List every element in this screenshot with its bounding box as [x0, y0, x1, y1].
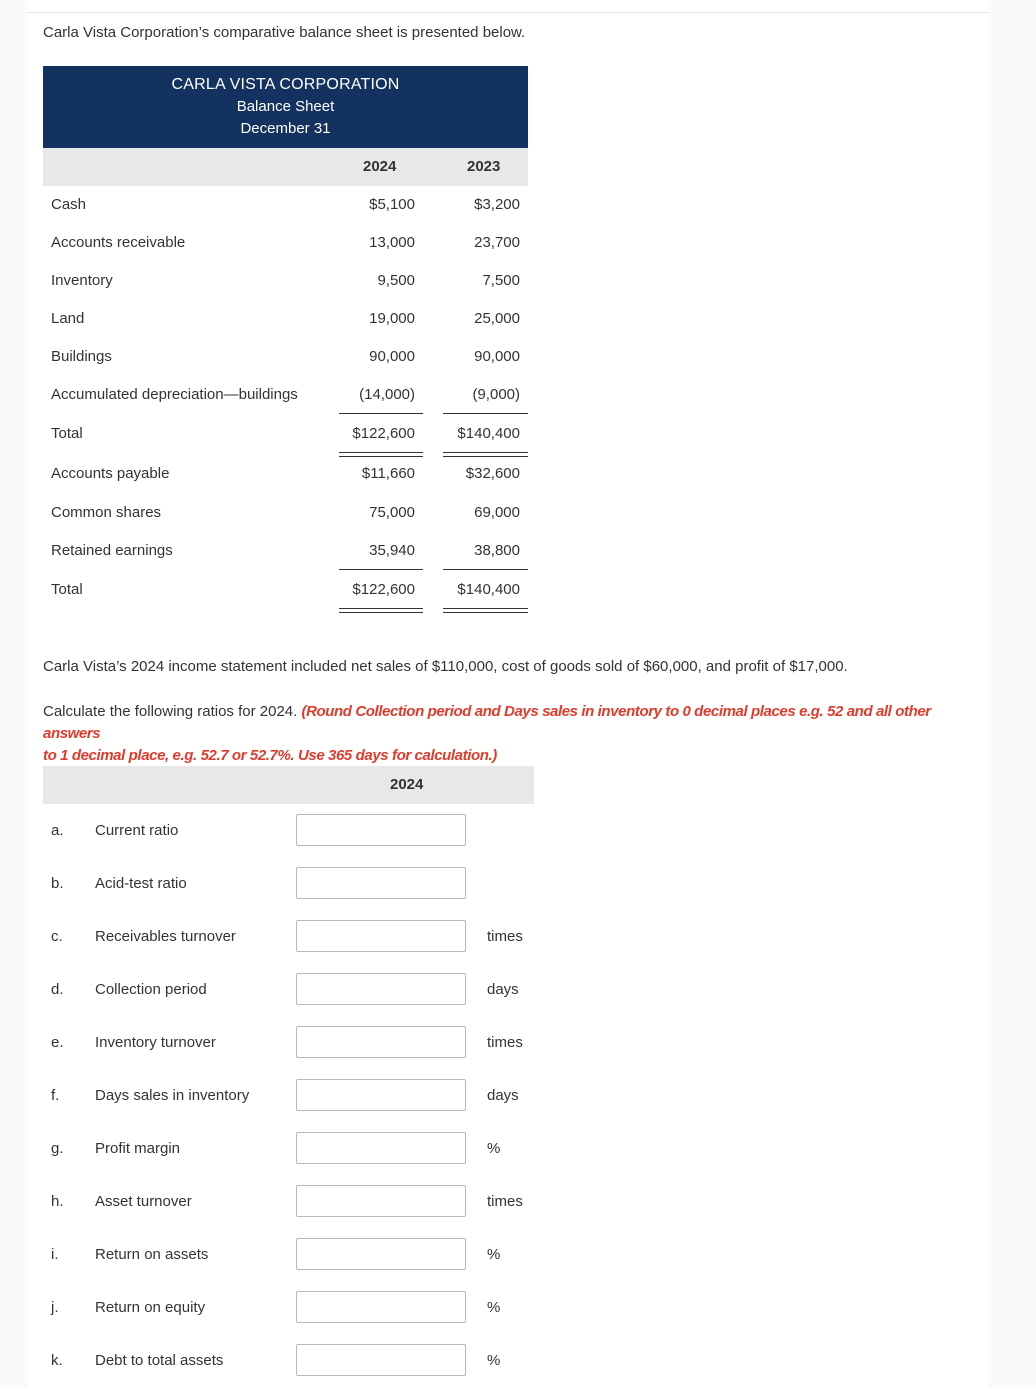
ratio-row-collection-period	[43, 973, 603, 1007]
row-label: Total	[51, 581, 83, 598]
page-margin-left	[0, 0, 28, 1388]
row-label: Common shares	[51, 504, 162, 521]
ratio-row-return-on-assets	[43, 1238, 603, 1272]
value-2024: $5,100	[369, 196, 415, 213]
value-2024: 90,000	[369, 348, 415, 365]
ratio-row-profit-margin	[43, 1132, 603, 1166]
ratio-row-days-sales-inventory	[43, 1079, 603, 1113]
value-2023: 7,500	[482, 272, 520, 289]
table-row	[43, 308, 528, 332]
balance-sheet-year-header	[43, 148, 528, 186]
ratio-name: Asset turnover	[95, 1193, 192, 1210]
unit-label: times	[487, 928, 523, 945]
statement-date: December 31	[240, 120, 331, 137]
instructions-text: Calculate the following ratios for 2024.	[43, 703, 302, 720]
page-margin-right	[988, 0, 1036, 1388]
item-letter: g.	[51, 1140, 64, 1157]
value-2024: 75,000	[369, 504, 415, 521]
year-2023-heading: 2023	[467, 158, 501, 175]
value-2023: $3,200	[474, 196, 520, 213]
row-label: Land	[51, 310, 85, 327]
statement-title: Balance Sheet	[236, 98, 335, 115]
value-2023: $140,400	[457, 425, 520, 442]
unit-label: %	[487, 1140, 501, 1157]
current-ratio-input[interactable]	[296, 814, 466, 846]
answer-year-heading: 2024	[390, 776, 424, 793]
total-double-underline	[443, 608, 528, 613]
item-letter: k.	[51, 1352, 63, 1369]
value-2023: 90,000	[474, 348, 520, 365]
rounding-instructions: (Round Collection period and Days sales in inventory to 0 decimal places e.g. 52 and all other answers	[43, 703, 931, 742]
value-2023: 23,700	[474, 234, 520, 251]
value-2023: 25,000	[474, 310, 520, 327]
instructions	[43, 701, 983, 767]
row-label: Retained earnings	[51, 542, 173, 559]
ratio-row-current-ratio	[43, 814, 603, 848]
rounding-instructions-cont: to 1 decimal place, e.g. 52.7 or 52.7%. Use 365 days for calculation.)	[43, 747, 497, 764]
year-2024-heading: 2024	[363, 158, 397, 175]
unit-label: %	[487, 1299, 501, 1316]
ratio-row-receivables-turnover	[43, 920, 603, 954]
item-letter: f.	[51, 1087, 60, 1104]
item-letter: b.	[51, 875, 64, 892]
acid-test-ratio-input[interactable]	[296, 867, 466, 899]
value-2023: (9,000)	[472, 386, 520, 403]
ratio-name: Inventory turnover	[95, 1034, 216, 1051]
profit-margin-input[interactable]	[296, 1132, 466, 1164]
asset-turnover-input[interactable]	[296, 1185, 466, 1217]
answer-year-header	[43, 766, 534, 804]
unit-label: %	[487, 1246, 501, 1263]
table-row	[43, 463, 528, 487]
ratio-name: Acid-test ratio	[95, 875, 187, 892]
value-2024: $11,660	[361, 465, 415, 482]
value-2024: 9,500	[377, 272, 415, 289]
ratio-row-acid-test	[43, 867, 603, 901]
table-row	[43, 346, 528, 370]
item-letter: j.	[51, 1299, 59, 1316]
ratio-name: Current ratio	[95, 822, 179, 839]
item-letter: a.	[51, 822, 64, 839]
value-2024: $122,600	[352, 425, 415, 442]
total-double-underline	[443, 452, 528, 457]
income-statement-note: Carla Vista’s 2024 income statement included net sales of $110,000, cost of goods sold of $60,000, and profit of $17,000.	[43, 658, 848, 675]
row-label: Total	[51, 425, 83, 442]
ratio-row-debt-to-total-assets	[43, 1344, 603, 1378]
value-2024: $122,600	[352, 581, 415, 598]
subtotal-underline	[443, 413, 528, 414]
subtotal-underline	[339, 413, 423, 414]
ratio-name: Receivables turnover	[95, 928, 236, 945]
subtotal-underline	[339, 569, 423, 570]
unit-label: days	[487, 1087, 519, 1104]
row-label: Accounts receivable	[51, 234, 186, 251]
subtotal-underline	[443, 569, 528, 570]
row-label: Accounts payable	[51, 465, 170, 482]
table-row	[43, 540, 528, 564]
value-2023: $32,600	[465, 465, 520, 482]
table-row	[43, 194, 528, 218]
debt-to-total-assets-input[interactable]	[296, 1344, 466, 1376]
ratio-name: Collection period	[95, 981, 207, 998]
company-name: CARLA VISTA CORPORATION	[171, 76, 400, 93]
intro-text: Carla Vista Corporation’s comparative balance sheet is presented below.	[43, 24, 526, 41]
total-double-underline	[339, 608, 423, 613]
table-row-total	[43, 579, 528, 603]
unit-label: days	[487, 981, 519, 998]
row-label: Cash	[51, 196, 87, 213]
row-label: Inventory	[51, 272, 113, 289]
row-label: Buildings	[51, 348, 112, 365]
table-row-total	[43, 423, 528, 447]
item-letter: h.	[51, 1193, 64, 1210]
top-divider	[28, 12, 988, 13]
item-letter: i.	[51, 1246, 59, 1263]
return-on-equity-input[interactable]	[296, 1291, 466, 1323]
ratio-name: Return on assets	[95, 1246, 209, 1263]
table-row	[43, 232, 528, 256]
table-row	[43, 270, 528, 294]
table-row	[43, 384, 528, 408]
ratio-row-return-on-equity	[43, 1291, 603, 1325]
item-letter: e.	[51, 1034, 64, 1051]
value-2024: 13,000	[369, 234, 415, 251]
collection-period-input[interactable]	[296, 973, 466, 1005]
row-label: Accumulated depreciation—buildings	[51, 386, 298, 403]
item-letter: c.	[51, 928, 63, 945]
ratio-row-asset-turnover	[43, 1185, 603, 1219]
days-sales-in-inventory-input[interactable]	[296, 1079, 466, 1111]
ratio-name: Debt to total assets	[95, 1352, 224, 1369]
value-2024: (14,000)	[359, 386, 415, 403]
value-2023: 38,800	[474, 542, 520, 559]
receivables-turnover-input[interactable]	[296, 920, 466, 952]
value-2024: 19,000	[369, 310, 415, 327]
balance-sheet-header	[43, 66, 528, 148]
ratio-name: Return on equity	[95, 1299, 206, 1316]
ratio-row-inventory-turnover	[43, 1026, 603, 1060]
ratio-name: Days sales in inventory	[95, 1087, 250, 1104]
unit-label: times	[487, 1193, 523, 1210]
inventory-turnover-input[interactable]	[296, 1026, 466, 1058]
unit-label: times	[487, 1034, 523, 1051]
value-2023: 69,000	[474, 504, 520, 521]
return-on-assets-input[interactable]	[296, 1238, 466, 1270]
item-letter: d.	[51, 981, 64, 998]
table-row	[43, 502, 528, 526]
ratio-name: Profit margin	[95, 1140, 181, 1157]
total-double-underline	[339, 452, 423, 457]
unit-label: %	[487, 1352, 501, 1369]
value-2024: 35,940	[369, 542, 415, 559]
value-2023: $140,400	[457, 581, 520, 598]
